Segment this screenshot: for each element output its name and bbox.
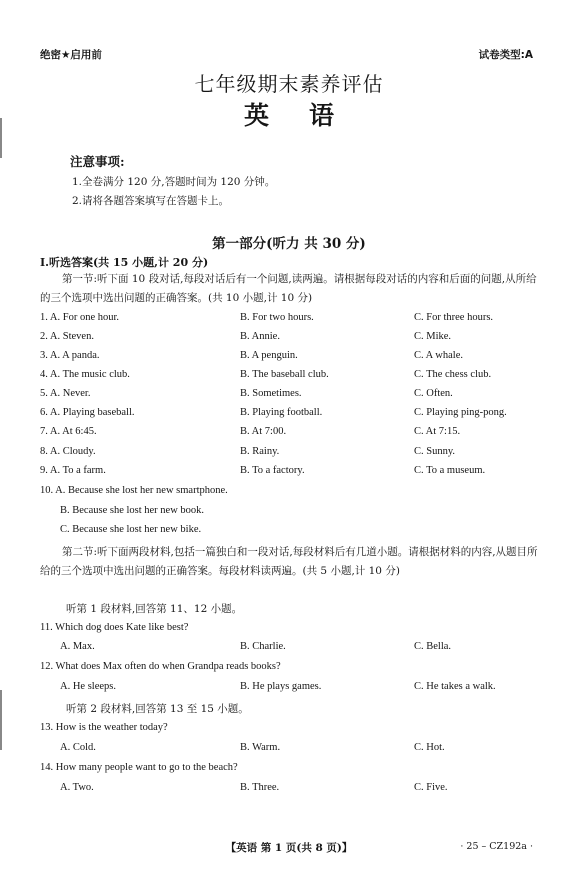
question-option: B. Sometimes. xyxy=(240,388,302,399)
paper-code: · 25 – CZ192a · xyxy=(460,841,533,852)
question-option: 10. A. Because she lost her new smartphone. xyxy=(40,485,228,496)
question-stem: 13. How is the weather today? xyxy=(40,722,168,733)
instruction-paragraph: 第二节:听下面两段材料,包括一篇独白和一段对话,每段材料后有几道小题。请根据材料的内容,从题目所给的三个选项中选出问题的正确答案。每段材料读两遍。(共 5 小题,计 10 分) xyxy=(40,546,538,577)
question-option: 9. A. To a farm. xyxy=(40,465,106,476)
question-option: B. At 7:00. xyxy=(240,426,287,437)
question-option: C. Playing ping-pong. xyxy=(414,407,507,418)
question-option: C. He takes a walk. xyxy=(414,681,496,692)
notice-item: 1.全卷满分 120 分,答题时间为 120 分钟。 xyxy=(72,176,276,188)
question-option: B. Charlie. xyxy=(240,641,286,652)
question-option: B. A penguin. xyxy=(240,350,298,361)
confidential-label: 绝密★启用前 xyxy=(40,49,102,61)
question-option: C. Mike. xyxy=(414,331,452,342)
notice-heading: 注意事项: xyxy=(70,154,125,169)
question-option: C. For three hours. xyxy=(414,312,494,323)
question-option: B. Warm. xyxy=(240,742,281,753)
question-option: C. Often. xyxy=(414,388,453,399)
question-option: C. Sunny. xyxy=(414,446,456,457)
page-footer: 【英语 第 1 页(共 8 页)】 xyxy=(225,842,353,854)
binding-edge xyxy=(0,690,2,750)
question-option: 2. A. Steven. xyxy=(40,331,94,342)
question-stem: 12. What does Max often do when Grandpa reads books? xyxy=(40,661,281,672)
question-option: B. Annie. xyxy=(240,331,280,342)
question-option: A. Max. xyxy=(60,641,95,652)
question-option: B. Playing football. xyxy=(240,407,323,418)
question-option: B. Rainy. xyxy=(240,446,280,457)
question-option: 1. A. For one hour. xyxy=(40,312,120,323)
question-option: C. Hot. xyxy=(414,742,445,753)
question-option: A. Cold. xyxy=(60,742,96,753)
question-option: 5. A. Never. xyxy=(40,388,91,399)
question-option: B. Because she lost her new book. xyxy=(60,505,205,516)
notice-item: 2.请将各题答案填写在答题卡上。 xyxy=(72,195,230,207)
question-option: 6. A. Playing baseball. xyxy=(40,407,135,418)
question-option: 3. A. A panda. xyxy=(40,350,100,361)
question-option: C. A whale. xyxy=(414,350,463,361)
question-stem: 11. Which dog does Kate like best? xyxy=(40,622,189,633)
question-option: B. To a factory. xyxy=(240,465,305,476)
question-option: C. At 7:15. xyxy=(414,426,461,437)
material-heading: 听第 1 段材料,回答第 11、12 小题。 xyxy=(66,603,243,615)
question-option: B. He plays games. xyxy=(240,681,322,692)
question-option: C. Bella. xyxy=(414,641,452,652)
question-option: C. The chess club. xyxy=(414,369,492,380)
question-option: A. Two. xyxy=(60,782,94,793)
paper-type-label: 试卷类型:A xyxy=(478,49,533,61)
subject-title: 英语 xyxy=(243,101,374,130)
question-option: B. For two hours. xyxy=(240,312,314,323)
question-option: 4. A. The music club. xyxy=(40,369,130,380)
question-option: C. Five. xyxy=(414,782,448,793)
section-heading: Ⅰ.听选答案(共 15 小题,计 20 分) xyxy=(40,256,209,269)
question-stem: 14. How many people want to go to the beach? xyxy=(40,762,238,773)
part-heading: 第一部分(听力 共 30 分) xyxy=(212,236,366,252)
exam-title: 七年级期末素养评估 xyxy=(194,72,384,96)
question-option: B. The baseball club. xyxy=(240,369,329,380)
question-option: C. To a museum. xyxy=(414,465,486,476)
question-option: 8. A. Cloudy. xyxy=(40,446,96,457)
question-option: C. Because she lost her new bike. xyxy=(60,524,202,535)
material-heading: 听第 2 段材料,回答第 13 至 15 小题。 xyxy=(66,703,249,715)
question-option: A. He sleeps. xyxy=(60,681,116,692)
question-option: 7. A. At 6:45. xyxy=(40,426,97,437)
instruction-paragraph: 第一节:听下面 10 段对话,每段对话后有一个问题,读两遍。请根据每段对话的内容和后面的问题,从所给的三个选项中选出问题的正确答案。(共 10 小题,计 10 分) xyxy=(40,273,537,304)
question-option: B. Three. xyxy=(240,782,280,793)
